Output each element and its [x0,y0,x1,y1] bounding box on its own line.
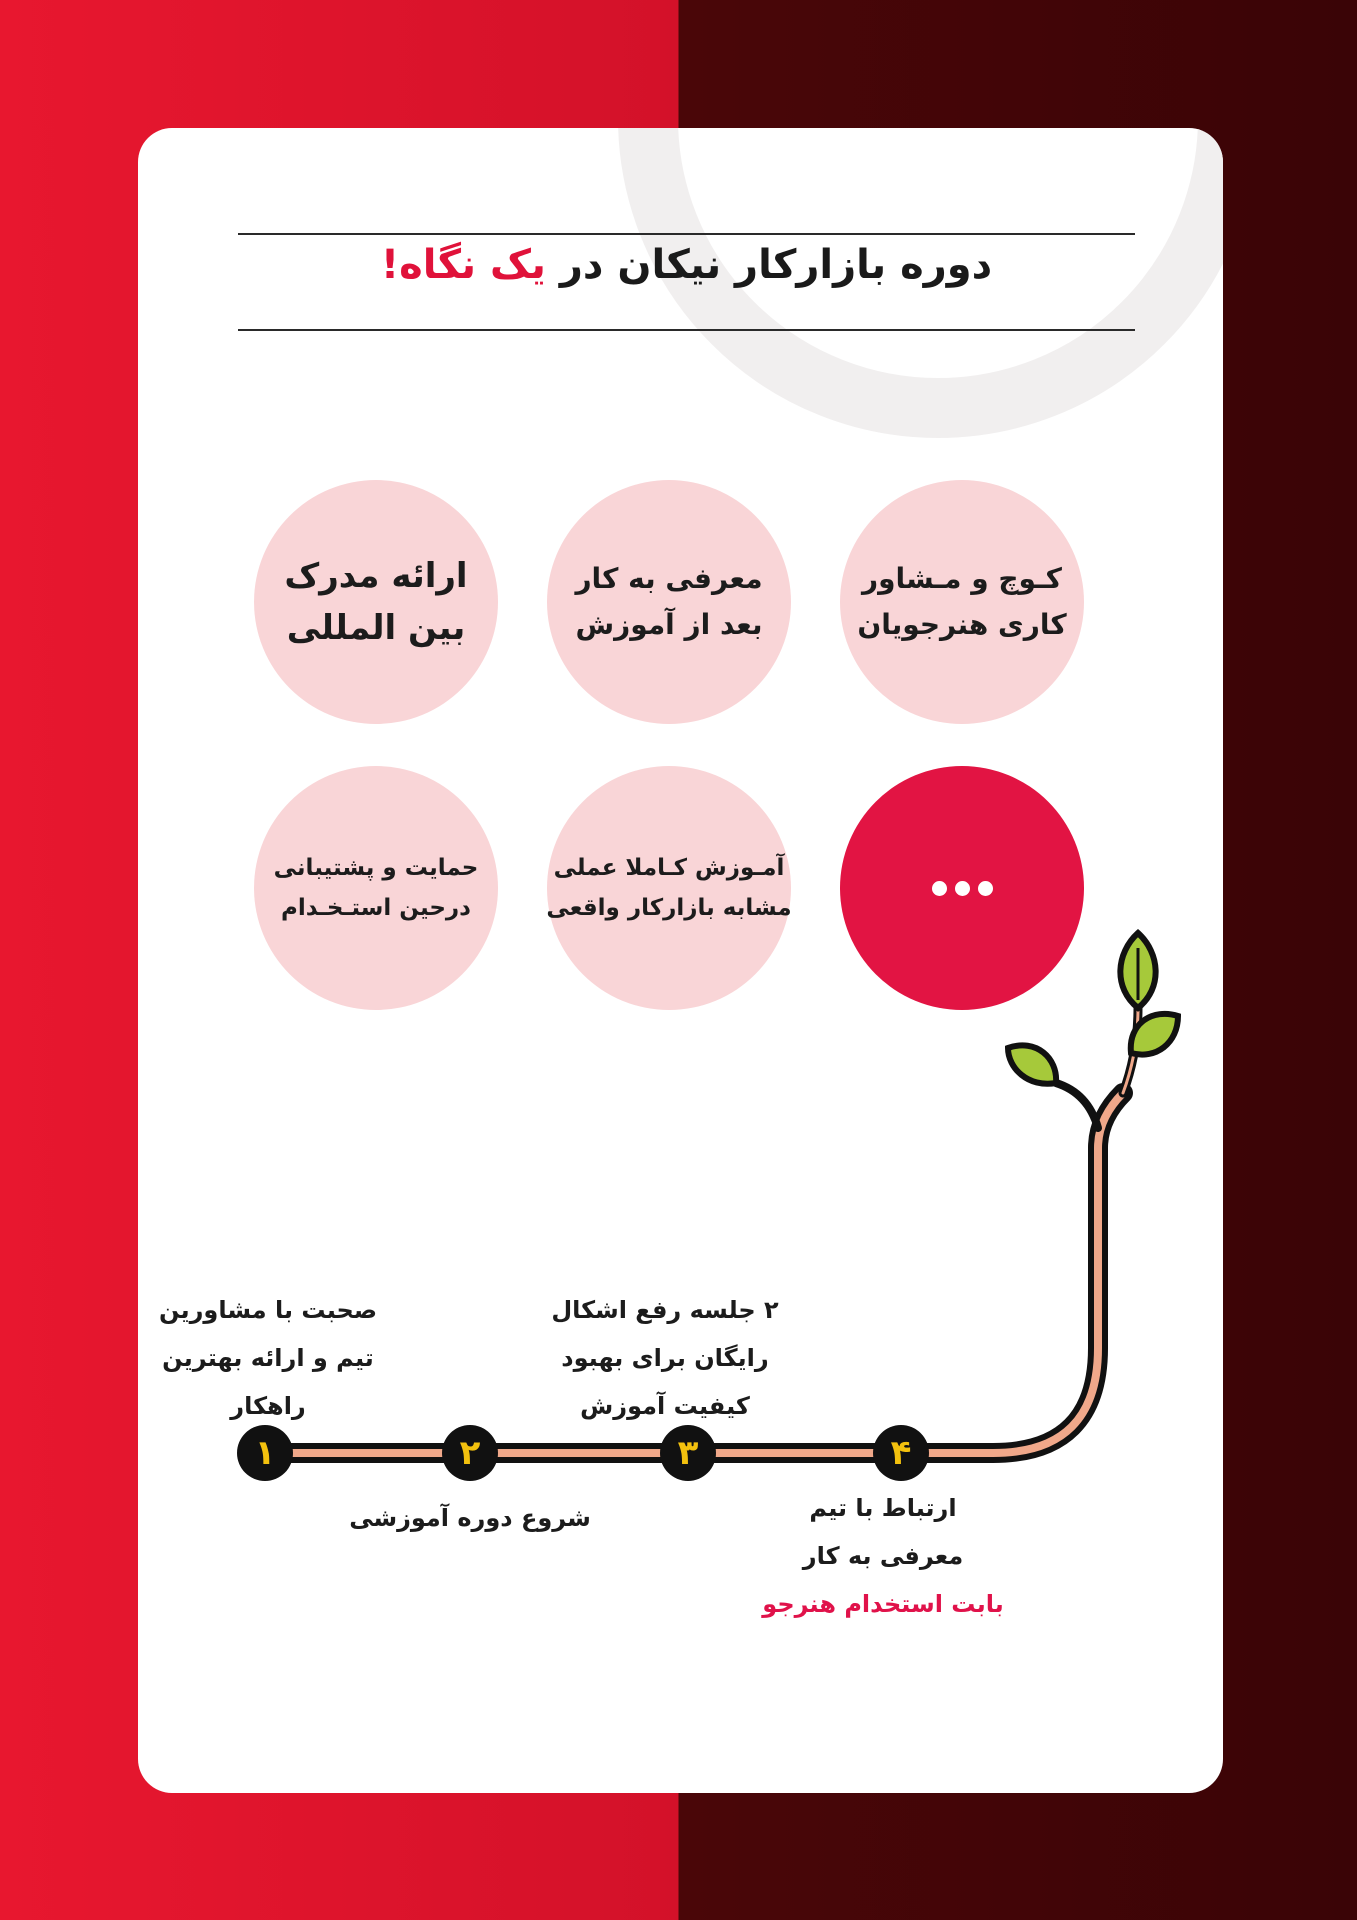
step-2-text [335,1494,605,1542]
step-line: شروع دوره آموزشی [349,1504,591,1532]
step-line: راهکار [230,1392,306,1420]
feature-line: معرفی به کار [575,562,763,595]
step-4-text [748,1484,1018,1628]
feature-line: مشابه بازارکار واقعی [546,895,792,921]
step-line: کیفیت آموزش [580,1392,750,1420]
timeline-node-1: ۱ [237,1425,293,1481]
feature-line: کاری هنرجویان [857,608,1067,641]
step-line: تیم و ارائه بهترین [162,1344,374,1372]
timeline-path [138,128,1223,1793]
title-main: دوره بازارکار نیکان در [559,242,993,288]
timeline-node-4: ۴ [873,1425,929,1481]
infographic-card [138,128,1223,1793]
feature-line: بعد از آموزش [575,608,763,641]
feature-line: آمـوزش کـاملا عملی [553,855,785,881]
step-highlight: بابت استخدام هنرجو [762,1590,1004,1618]
feature-line: درحین استـخـدام [281,895,471,921]
feature-line: ارائه مدرک [284,556,468,596]
step-line: ارتباط با تیم [809,1494,957,1522]
feature-line: حمایت و پشتیبانی [273,855,479,881]
step-line: معرفی به کار [802,1542,964,1570]
step-line: صحبت با مشاورین [158,1296,378,1324]
step-line: رایگان برای بهبود [561,1344,769,1372]
feature-line: کـوچ و مـشاور [862,562,1062,595]
timeline-node-3: ۳ [660,1425,716,1481]
step-1-text [148,1286,388,1430]
step-line: ۲ جلسه رفع اشکال [551,1296,779,1324]
step-3-text [530,1286,800,1430]
sprout-icon [1008,933,1178,1128]
title-highlight: یک نگاه! [380,242,546,288]
feature-line: بین المللی [286,608,466,648]
timeline-node-2: ۲ [442,1425,498,1481]
